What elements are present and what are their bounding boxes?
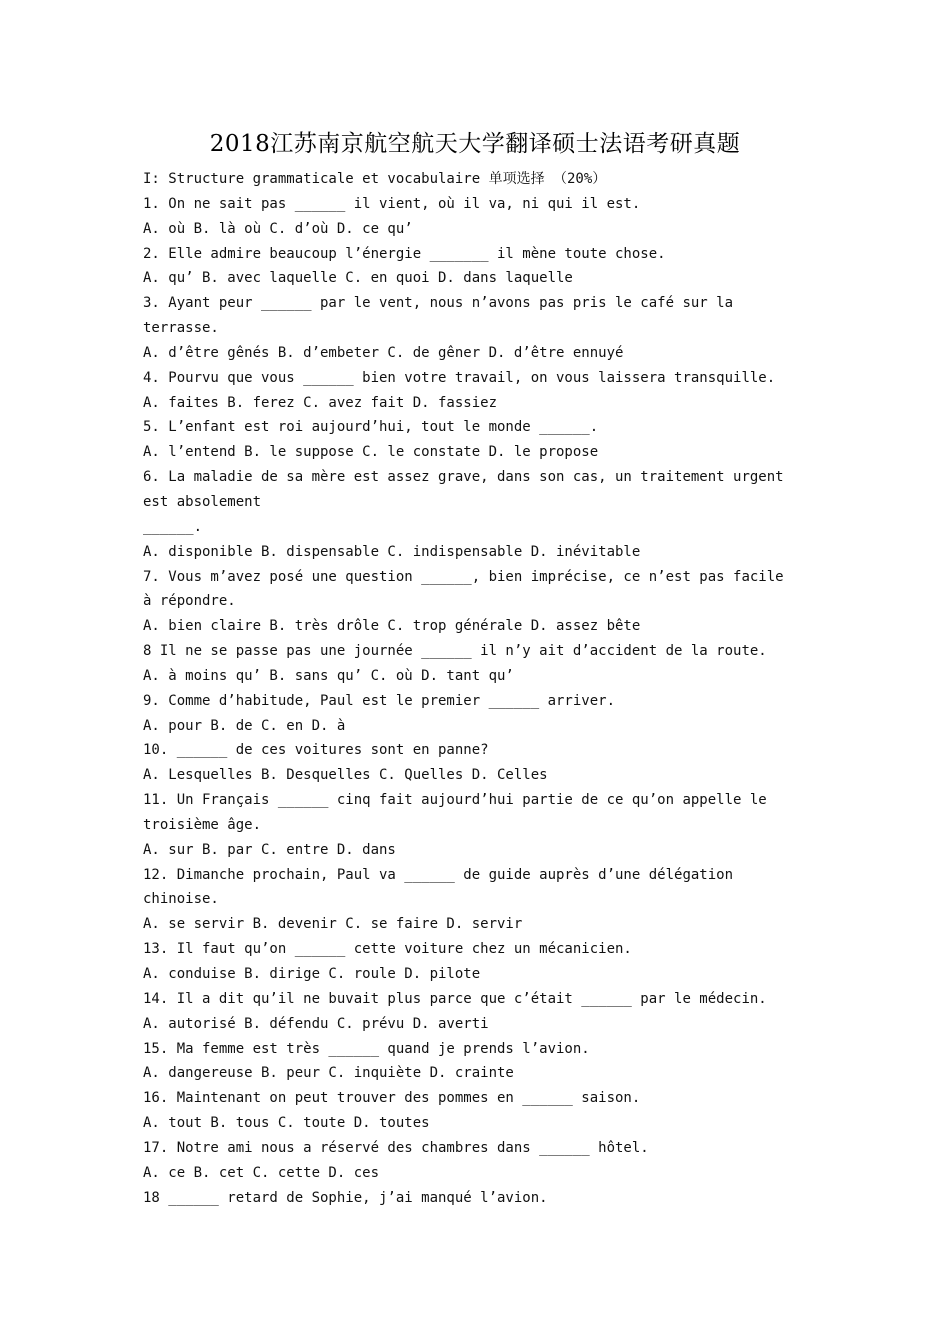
text-line: A. tout B. tous C. toute D. toutes	[143, 1115, 430, 1132]
text-line: A. disponible B. dispensable C. indispensable D. inévitable	[143, 543, 641, 560]
text-line: A. à moins qu’ B. sans qu’ C. où D. tant qu’	[143, 667, 514, 684]
text-line: à répondre.	[143, 593, 236, 610]
text-line: 16. Maintenant on peut trouver des pommes en ______ saison.	[143, 1090, 641, 1107]
text-line: A. pour B. de C. en D. à	[143, 717, 346, 734]
text-line: 10. ______ de ces voitures sont en panne?	[143, 742, 489, 759]
text-line: 1. On ne sait pas ______ il vient, où il va, ni qui il est.	[143, 195, 641, 212]
text-line: A. bien claire B. très drôle C. trop générale D. assez bête	[143, 618, 641, 635]
text-line: 12. Dimanche prochain, Paul va ______ de guide auprès d’une délégation	[143, 866, 734, 883]
text-line: 8 Il ne se passe pas une journée ______ il n’y ait d’accident de la route.	[143, 643, 767, 660]
text-line: A. Lesquelles B. Desquelles C. Quelles D. Celles	[143, 767, 548, 784]
text-line: A. où B. là où C. d’où D. ce qu’	[143, 220, 413, 237]
text-line: 2. Elle admire beaucoup l’énergie _______ il mène toute chose.	[143, 245, 666, 262]
text-line: est absolement	[143, 493, 262, 510]
text-line: 13. Il faut qu’on ______ cette voiture chez un mécanicien.	[143, 941, 632, 958]
text-line: 14. Il a dit qu’il ne buvait plus parce que c’était ______ par le médecin.	[143, 990, 767, 1007]
text-line: A. ce B. cet C. cette D. ces	[143, 1164, 380, 1181]
text-line: A. se servir B. devenir C. se faire D. servir	[143, 916, 523, 933]
text-line: A. sur B. par C. entre D. dans	[143, 841, 396, 858]
text-line: 9. Comme d’habitude, Paul est le premier ______ arriver.	[143, 692, 616, 709]
text-line: 3. Ayant peur ______ par le vent, nous n’avons pas pris le café sur la	[143, 295, 734, 312]
text-line: 6. La maladie de sa mère est assez grave, dans son cas, un traitement urgent	[143, 469, 784, 486]
text-line: ______.	[143, 518, 203, 535]
text-line: troisième âge.	[143, 816, 262, 833]
text-line: 7. Vous m’avez posé une question ______, bien imprécise, ce n’est pas facile	[143, 568, 784, 585]
text-line: A. qu’ B. avec laquelle C. en quoi D. dans laquelle	[143, 270, 573, 287]
document-title: 2018江苏南京航空航天大学翻译硕士法语考研真题	[209, 131, 741, 157]
text-line: 4. Pourvu que vous ______ bien votre travail, on vous laissera transquille.	[143, 369, 776, 386]
text-line: 11. Un Français ______ cinq fait aujourd’hui partie de ce qu’on appelle le	[143, 792, 767, 809]
text-line: 5. L’enfant est roi aujourd’hui, tout le monde ______.	[143, 419, 599, 436]
text-line: A. l’entend B. le suppose C. le constate D. le propose	[143, 444, 599, 461]
text-line: chinoise.	[143, 891, 219, 908]
text-line: A. conduise B. dirige C. roule D. pilote	[143, 966, 481, 982]
text-line: 18 ______ retard de Sophie, j’ai manqué l’avion.	[143, 1189, 548, 1206]
document-body	[143, 167, 823, 1210]
text-line: A. faites B. ferez C. avez fait D. fassiez	[143, 394, 498, 411]
text-line: I: Structure grammaticale et vocabulaire 单项选择 （20%）	[143, 171, 607, 187]
text-line: A. d’être gênés B. d’embeter C. de gêner D. d’être ennuyé	[143, 344, 624, 361]
text-line: terrasse.	[143, 320, 219, 337]
text-line: 15. Ma femme est très ______ quand je prends l’avion.	[143, 1040, 590, 1057]
text-line: A. dangereuse B. peur C. inquiète D. crainte	[143, 1065, 514, 1082]
text-line: 17. Notre ami nous a réservé des chambres dans ______ hôtel.	[143, 1139, 649, 1156]
text-line: A. autorisé B. défendu C. prévu D. averti	[143, 1015, 489, 1032]
